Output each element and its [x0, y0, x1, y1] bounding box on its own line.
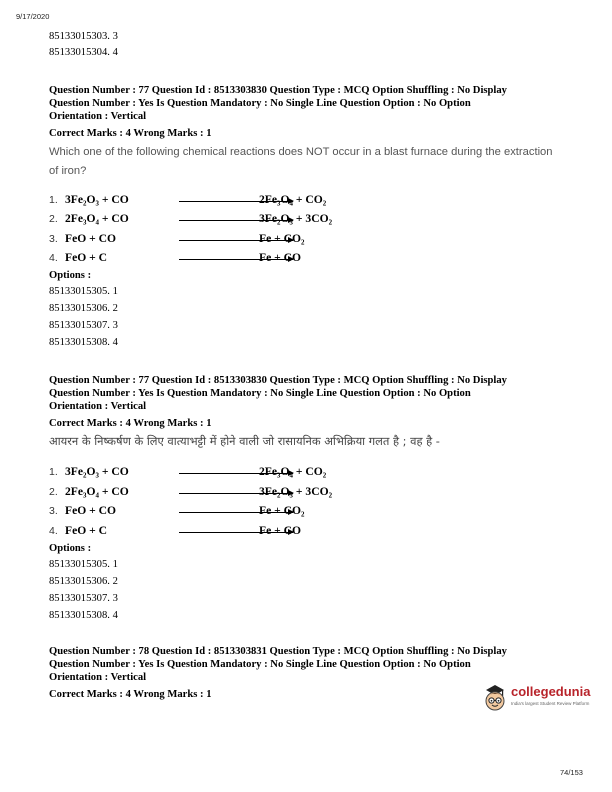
reaction-products: 3Fe₂O₃ + 3CO₂	[259, 485, 333, 498]
reaction-reactants: 3Fe₂O₃ + CO	[65, 465, 129, 478]
question-meta	[49, 645, 589, 684]
reaction-number: 1.	[49, 466, 58, 478]
reaction-option	[49, 194, 409, 211]
meta-line-2: Question Number : Yes Is Question Mandatory : No Single Line Question Option : No Option	[49, 98, 471, 109]
reaction-reactants: 2Fe₃O₄ + CO	[65, 485, 129, 498]
reaction-reactants: FeO + C	[65, 251, 108, 264]
reaction-option	[49, 466, 409, 483]
question-meta	[49, 374, 589, 413]
reaction-number: 1.	[49, 194, 58, 206]
meta-line-3: Orientation : Vertical	[49, 401, 147, 412]
reaction-number: 4.	[49, 252, 58, 264]
reaction-products: Fe + CO	[259, 251, 302, 264]
reaction-option	[49, 505, 409, 522]
meta-line-3: Orientation : Vertical	[49, 672, 147, 683]
reaction-reactants: FeO + C	[65, 524, 108, 537]
reaction-option	[49, 233, 409, 250]
meta-line-2: Question Number : Yes Is Question Mandatory : No Single Line Question Option : No Option	[49, 388, 471, 399]
option-line: 85133015305. 1	[49, 286, 118, 297]
reaction-products: 2Fe₃O₄ + CO₂	[259, 465, 327, 478]
reaction-products: 2Fe₃O₄ + CO₂	[259, 193, 327, 206]
logo-tagline: India's largest Student Review Platform	[511, 701, 590, 706]
reaction-reactants: FeO + CO	[65, 232, 117, 245]
reaction-products: Fe + CO₂	[259, 232, 305, 245]
question-text: Which one of the following chemical reactions does NOT occur in a blast furnace during the extraction of iron?	[49, 146, 553, 177]
marks-line: Correct Marks : 4 Wrong Marks : 1	[49, 128, 212, 139]
reaction-reactants: 3Fe₂O₃ + CO	[65, 193, 129, 206]
reaction-number: 3.	[49, 505, 58, 517]
options-label: Options :	[49, 543, 92, 554]
mascot-icon	[480, 681, 510, 713]
logo-name: collegedunia	[511, 684, 591, 699]
option-line: 85133015304. 4	[49, 47, 118, 58]
option-line: 85133015308. 4	[49, 610, 118, 621]
option-line: 85133015306. 2	[49, 303, 118, 314]
options-label: Options :	[49, 270, 92, 281]
option-line: 85133015306. 2	[49, 576, 118, 587]
reaction-reactants: 2Fe₃O₄ + CO	[65, 212, 129, 225]
meta-line-1: Question Number : 78 Question Id : 8513303831 Question Type : MCQ Option Shuffling : No Display	[49, 646, 507, 657]
reaction-number: 3.	[49, 233, 58, 245]
reaction-reactants: FeO + CO	[65, 504, 117, 517]
reaction-products: Fe + CO₂	[259, 504, 305, 517]
option-line: 85133015303. 3	[49, 31, 118, 42]
option-line: 85133015307. 3	[49, 320, 118, 331]
marks-line: Correct Marks : 4 Wrong Marks : 1	[49, 689, 212, 700]
reaction-number: 4.	[49, 525, 58, 537]
reaction-number: 2.	[49, 486, 58, 498]
collegedunia-logo	[480, 681, 592, 713]
meta-line-2: Question Number : Yes Is Question Mandatory : No Single Line Question Option : No Option	[49, 659, 471, 670]
reaction-products: Fe + CO	[259, 524, 302, 537]
option-line: 85133015305. 1	[49, 559, 118, 570]
option-line: 85133015307. 3	[49, 593, 118, 604]
reaction-products: 3Fe₂O₃ + 3CO₂	[259, 212, 333, 225]
reaction-option	[49, 213, 409, 230]
reaction-option	[49, 486, 409, 503]
option-line: 85133015308. 4	[49, 337, 118, 348]
print-date: 9/17/2020	[16, 12, 50, 21]
reaction-number: 2.	[49, 213, 58, 225]
marks-line: Correct Marks : 4 Wrong Marks : 1	[49, 418, 212, 429]
page-number: 74/153	[560, 768, 583, 777]
meta-line-1: Question Number : 77 Question Id : 8513303830 Question Type : MCQ Option Shuffling : No Display	[49, 375, 507, 386]
meta-line-1: Question Number : 77 Question Id : 8513303830 Question Type : MCQ Option Shuffling : No Display	[49, 85, 507, 96]
reaction-option	[49, 252, 409, 269]
question-text: आयरन के निष्कर्षण के लिए वात्याभट्टी में होने वाली जो रासायनिक अभिक्रिया गलत है ; वह है -	[49, 434, 440, 448]
reaction-option	[49, 525, 409, 542]
question-meta	[49, 84, 589, 123]
meta-line-3: Orientation : Vertical	[49, 111, 147, 122]
